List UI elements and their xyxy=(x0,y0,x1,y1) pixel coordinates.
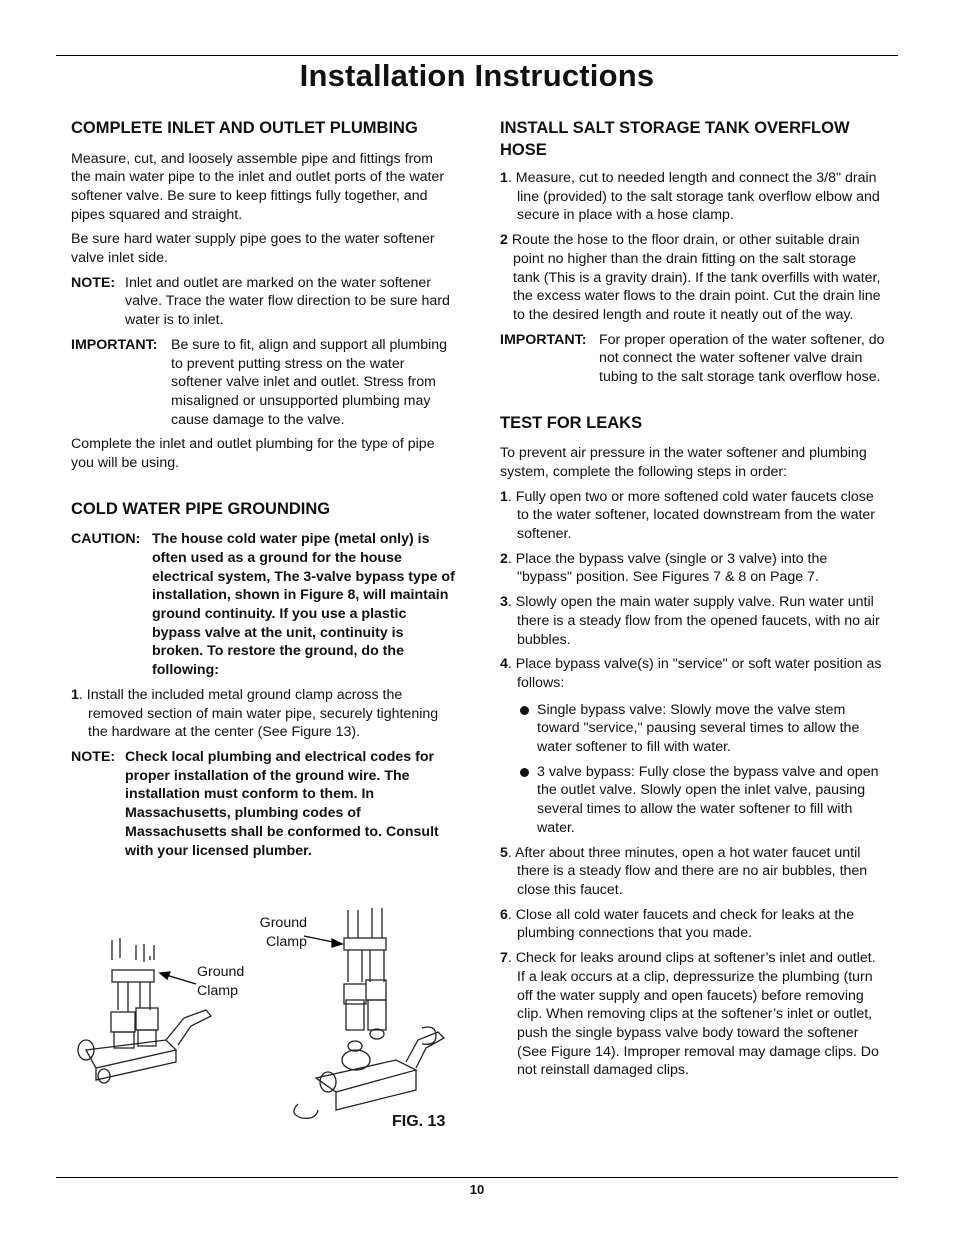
step-number: 6 xyxy=(500,906,508,923)
list-item xyxy=(71,686,456,742)
right-column xyxy=(500,118,885,1086)
bullet-text: Single bypass valve: Slowly move the valve stem toward "service," pausing several times to allow the water softener to fill with water. xyxy=(537,701,860,756)
clip xyxy=(294,1104,318,1118)
step-number: 3 xyxy=(500,594,508,611)
paragraph: To prevent air pressure in the water softener and plumbing system, complete the following steps in order: xyxy=(500,445,867,480)
section-heading-grounding: COLD WATER PIPE GROUNDING xyxy=(71,499,331,518)
step-number: 5 xyxy=(500,844,508,861)
step-number: 1 xyxy=(71,686,79,703)
left-column xyxy=(71,118,456,866)
page-number: 10 xyxy=(469,1182,485,1197)
important-label: IMPORTANT: xyxy=(71,336,158,353)
list-item xyxy=(500,550,885,587)
paragraph: Measure, cut, and loosely assemble pipe and fittings from the main water pipe to the inlet and outlet ports of the water softener valve. Be sure to keep fittings fully together, and pipes squared and straight. xyxy=(71,150,445,223)
pipe xyxy=(348,908,382,940)
list-item xyxy=(500,488,885,544)
page-title: Installation Instructions xyxy=(299,58,655,93)
step-number: 4 xyxy=(500,656,508,673)
caution-text: The house cold water pipe (metal only) is often used as a ground for the house electrical system, The 3-valve bypass type of installation, shown in Figure 8, will maintain ground continuity. If you use a plastic bypass valve at the unit, continuity is broken. To restore the ground, do the following: xyxy=(152,531,455,679)
step-text: . Check for leaks around clips at softener’s inlet and outlet. If a leak occurs at a clip, depressurize the plumbing (turn off the water supply and open faucets) before removing clip. When removing clips at the softener’s inlet or outlet, push the single bypass valve body toward the softener (See Figure 14). Improper removal may damage clips. Do not reinstall damaged clips. xyxy=(507,950,879,1079)
important-block xyxy=(500,331,885,387)
step-number: 2 xyxy=(500,232,508,249)
step-text: . Slowly open the main water supply valve. Run water until there is a steady flow from the opened faucets, with no air bubbles. xyxy=(507,594,880,648)
caution-label: CAUTION: xyxy=(71,531,141,548)
step-number: 2 xyxy=(500,550,508,567)
clamp xyxy=(112,970,154,982)
handle xyxy=(406,1032,444,1068)
step-number: 1 xyxy=(500,488,508,505)
valve-body xyxy=(316,1060,416,1092)
section-heading-test-for-leaks: TEST FOR LEAKS xyxy=(500,413,643,432)
section-heading-overflow-hose: INSTALL SALT STORAGE TANK OVERFLOW HOSE xyxy=(500,119,850,159)
important-text: For proper operation of the water softener, do not connect the water softener valve drain tubing to the salt storage tank overflow hose. xyxy=(599,331,885,386)
note-block xyxy=(71,748,456,860)
list-item xyxy=(500,169,885,225)
paragraph: Be sure hard water supply pipe goes to the water softener valve inlet side. xyxy=(71,231,435,267)
caution-block xyxy=(71,530,456,680)
note-label: NOTE: xyxy=(71,274,116,291)
note-text: Check local plumbing and electrical codes for proper installation of the ground wire. The installation must conform to them. In Massachusetts, plumbing codes of Massachusetts shall be conformed to. Consult with your licensed plumber. xyxy=(125,748,439,859)
step-text: Route the hose to the floor drain, or other suitable drain point no higher than the drain fitting on the salt storage tank (This is a gravity drain). If the tank overfills with water, the excess water flows to the drain point. Cut the drain line to the desired length and route it neatly out of the way. xyxy=(507,232,881,323)
handle xyxy=(166,1010,211,1045)
section-heading-inlet-outlet: COMPLETE INLET AND OUTLET PLUMBING xyxy=(71,119,418,137)
clamp xyxy=(344,938,386,950)
step-text: . Fully open two or more softened cold water faucets close to the water softener, located downstream from the water softener. xyxy=(507,488,876,543)
list-item xyxy=(500,593,885,649)
bullet-text: 3 valve bypass: Fully close the bypass valve and open the outlet valve. Slowly open the inlet valve, pausing several times to allow the water softener to fill with water. xyxy=(537,763,879,836)
figure-label-ground-clamp-right: Ground Clamp xyxy=(259,915,307,950)
list-item xyxy=(500,906,885,943)
note-block xyxy=(71,274,456,330)
step-text: . Place the bypass valve (single or 3 valve) into the "bypass" position. See Figures 7 & 8 on Page 7. xyxy=(507,550,828,586)
important-block xyxy=(71,336,456,430)
step-text: . After about three minutes, open a hot water faucet until there is a steady flow and there are no air bubbles, then close this faucet. xyxy=(507,844,868,898)
important-text: Be sure to fit, align and support all plumbing to prevent putting stress on the water softener valve inlet and outlet. Stress from misaligned or unsupported plumbing may cause damage to the valve. xyxy=(171,336,448,428)
arrowhead xyxy=(332,939,342,947)
bullet-item xyxy=(500,763,885,838)
step-number: 1 xyxy=(500,170,508,186)
bullet-item xyxy=(500,701,885,757)
bullet-icon xyxy=(520,768,529,777)
arrowhead xyxy=(160,972,170,979)
step-text: . Close all cold water faucets and check for leaks at the plumbing connections that you made. xyxy=(507,906,855,942)
fitting xyxy=(111,1008,158,1032)
top-rule xyxy=(56,55,898,56)
valve-body xyxy=(336,1070,416,1110)
step-text: . Install the included metal ground clamp across the removed section of main water pipe, securely tightening the hardware at the center (See Figure 13). xyxy=(78,686,439,741)
pipe xyxy=(348,950,384,982)
bullet-icon xyxy=(520,706,529,715)
important-label: IMPORTANT: xyxy=(500,331,587,348)
pipe xyxy=(112,938,154,962)
bottom-rule xyxy=(56,1177,898,1178)
step-text: . Place bypass valve(s) in "service" or soft water position as follows: xyxy=(507,656,882,691)
note-label: NOTE: xyxy=(71,748,116,765)
list-item xyxy=(500,949,885,1080)
list-item xyxy=(500,655,885,692)
valve-body xyxy=(86,1040,176,1068)
list-item xyxy=(500,844,885,900)
figure-caption: FIG. 13 xyxy=(392,1113,446,1130)
step-number: 7 xyxy=(500,950,508,967)
list-item xyxy=(500,231,885,325)
paragraph: Complete the inlet and outlet plumbing for the type of pipe you will be using. xyxy=(71,436,435,472)
step-text: . Measure, cut to needed length and connect the 3/8" drain line (provided) to the salt storage tank overflow elbow and secure in place with a hose clamp. xyxy=(507,170,880,224)
note-text: Inlet and outlet are marked on the water softener valve. Trace the water flow direction to be sure hard water is to inlet. xyxy=(125,274,450,329)
figure-label-ground-clamp-left: Ground Clamp xyxy=(197,964,245,999)
